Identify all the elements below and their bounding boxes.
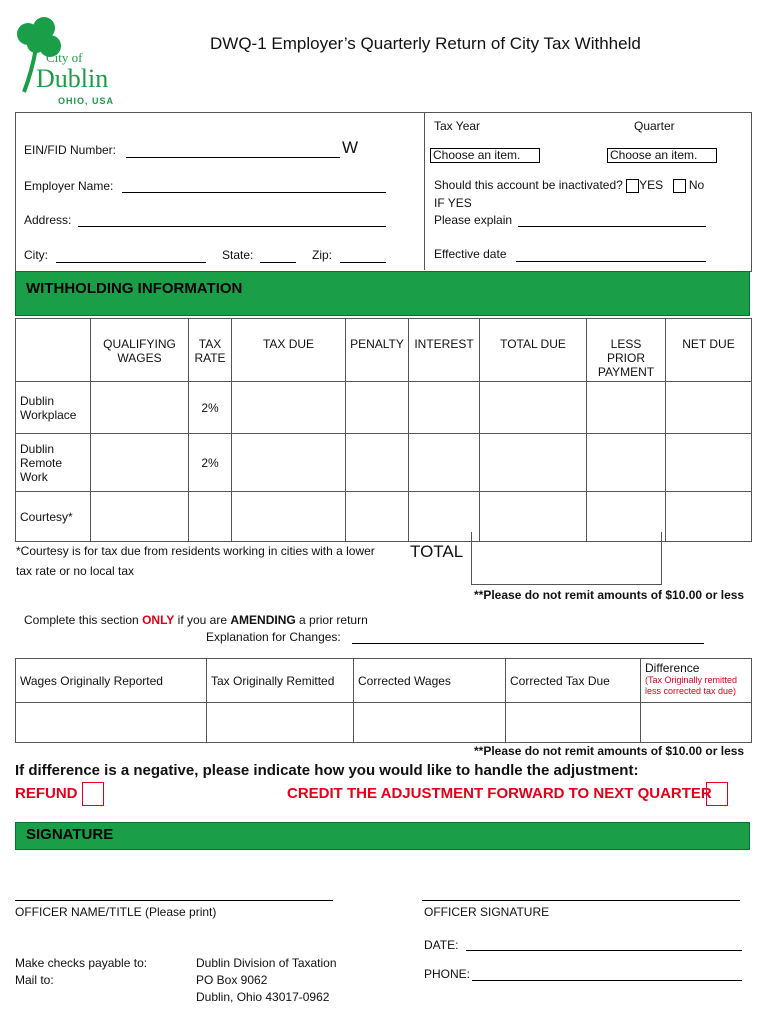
credit-forward-label: CREDIT THE ADJUSTMENT FORWARD TO NEXT QUARTER — [287, 785, 712, 802]
tax-rate-cell: 2% — [189, 382, 232, 434]
amend-only: ONLY — [142, 613, 175, 627]
table-row — [16, 382, 752, 434]
city-field[interactable] — [56, 250, 206, 263]
refund-checkbox[interactable] — [82, 782, 104, 806]
ein-field[interactable] — [126, 145, 340, 158]
qualifying-wages-cell[interactable] — [91, 382, 189, 434]
difference-label: Difference — [645, 661, 700, 675]
date-field[interactable] — [466, 938, 742, 951]
zip-label: Zip: — [312, 248, 333, 262]
please-explain-label: Please explain — [434, 213, 513, 227]
difference-note: (Tax Originally remitted less corrected tax due) — [645, 675, 738, 696]
interest-cell[interactable] — [409, 434, 480, 492]
credit-forward-checkbox[interactable] — [706, 782, 728, 806]
amend-min-remit-note: **Please do not remit amounts of $10.00 or less — [474, 744, 745, 758]
explain-field[interactable] — [518, 214, 706, 227]
penalty-cell[interactable] — [346, 382, 409, 434]
tax-due-cell[interactable] — [232, 434, 346, 492]
ein-label: EIN/FID Number: — [24, 143, 117, 157]
min-remit-note: **Please do not remit amounts of $10.00 or less — [474, 588, 745, 602]
col-total-due: TOTAL DUE — [480, 319, 587, 382]
employer-name-label: Employer Name: — [24, 179, 114, 193]
withholding-table — [15, 318, 752, 542]
po-box: PO Box 9062 — [196, 973, 268, 987]
net-due-cell[interactable] — [666, 492, 752, 542]
adjustment-question: If difference is a negative, please indicate how you would like to handle the adjustment: — [15, 762, 639, 779]
table-row — [16, 703, 752, 743]
col-tax-originally-remitted: Tax Originally Remitted — [207, 659, 354, 703]
payable-label: Make checks payable to: — [15, 956, 148, 970]
col-net-due: NET DUE — [666, 319, 752, 382]
no-checkbox[interactable] — [673, 179, 686, 193]
officer-name-label: OFFICER NAME/TITLE (Please print) — [15, 905, 217, 919]
less-prior-payment-cell[interactable] — [587, 382, 666, 434]
signature-header: SIGNATURE — [15, 822, 750, 850]
amend-table — [15, 658, 752, 743]
account-divider — [424, 112, 425, 270]
explanation-label: Explanation for Changes: — [206, 630, 341, 644]
city-logo — [12, 16, 122, 108]
officer-signature-label: OFFICER SIGNATURE — [424, 905, 550, 919]
total-due-cell[interactable] — [480, 434, 587, 492]
logo-city-of: City of — [46, 50, 83, 65]
penalty-cell[interactable] — [346, 492, 409, 542]
row-label: Dublin Workplace — [16, 382, 91, 434]
table-row — [16, 434, 752, 492]
withholding-header: WITHHOLDING INFORMATION — [15, 271, 750, 316]
total-due-cell[interactable] — [480, 382, 587, 434]
effective-date-field[interactable] — [516, 249, 706, 262]
address-label: Address: — [24, 213, 72, 227]
net-due-cell[interactable] — [666, 382, 752, 434]
amend-intro-post: a prior return — [299, 613, 368, 627]
col-corrected-tax-due: Corrected Tax Due — [506, 659, 641, 703]
courtesy-footnote: *Courtesy is for tax due from residents working in cities with a lower tax rate or no local tax — [16, 544, 375, 578]
qualifying-wages-cell[interactable] — [91, 492, 189, 542]
interest-cell[interactable] — [409, 492, 480, 542]
page-title: DWQ-1 Employer’s Quarterly Return of City Tax Withheld — [210, 34, 641, 53]
col-less-prior-payment: LESS PRIOR PAYMENT — [587, 319, 666, 382]
tax-year-dropdown[interactable]: Choose an item. — [430, 148, 540, 163]
total-field[interactable] — [471, 532, 662, 585]
col-qualifying-wages: QUALIFYING WAGES — [91, 319, 189, 382]
officer-signature-field[interactable] — [422, 888, 740, 901]
tax-originally-remitted-cell[interactable] — [207, 703, 354, 743]
yes-checkbox[interactable] — [626, 179, 639, 193]
total-label: TOTAL — [410, 542, 464, 561]
logo-ohio: OHIO, USA — [58, 96, 115, 106]
qualifying-wages-cell[interactable] — [91, 434, 189, 492]
penalty-cell[interactable] — [346, 434, 409, 492]
amend-intro-pre: Complete this section — [24, 613, 139, 627]
ein-suffix: W — [342, 138, 359, 157]
quarter-dropdown[interactable]: Choose an item. — [607, 148, 717, 163]
tax-due-cell[interactable] — [232, 382, 346, 434]
payee-name: Dublin Division of Taxation — [196, 956, 337, 970]
tax-rate-cell: 2% — [189, 434, 232, 492]
logo-dublin: Dublin — [36, 64, 109, 93]
net-due-cell[interactable] — [666, 434, 752, 492]
city-zip: Dublin, Ohio 43017-0962 — [196, 990, 330, 1004]
row-label: Dublin Remote Work — [16, 434, 91, 492]
state-field[interactable] — [260, 250, 296, 263]
difference-cell[interactable] — [641, 703, 752, 743]
corrected-wages-cell[interactable] — [354, 703, 506, 743]
date-label: DATE: — [424, 938, 459, 952]
row-label: Courtesy* — [16, 492, 91, 542]
mail-label: Mail to: — [15, 973, 54, 987]
amend-intro — [24, 613, 368, 627]
yes-label: YES — [639, 178, 664, 192]
zip-field[interactable] — [340, 250, 386, 263]
employer-name-field[interactable] — [122, 180, 386, 193]
inactivate-question: Should this account be inactivated? — [434, 178, 623, 192]
phone-field[interactable] — [472, 968, 742, 981]
address-field[interactable] — [78, 214, 386, 227]
quarter-label: Quarter — [634, 119, 675, 133]
col-difference — [641, 659, 752, 703]
col-wages-originally-reported: Wages Originally Reported — [16, 659, 207, 703]
amend-amending: AMENDING — [230, 613, 296, 627]
phone-label: PHONE: — [424, 967, 471, 981]
col-tax-due: TAX DUE — [232, 319, 346, 382]
interest-cell[interactable] — [409, 382, 480, 434]
tax-year-label: Tax Year — [434, 119, 481, 133]
city-label: City: — [24, 248, 48, 262]
tax-rate-cell — [189, 492, 232, 542]
officer-name-field[interactable] — [15, 888, 333, 901]
explanation-field[interactable] — [352, 631, 704, 644]
tax-due-cell[interactable] — [232, 492, 346, 542]
state-label: State: — [222, 248, 254, 262]
less-prior-payment-cell[interactable] — [587, 434, 666, 492]
inactivate-row — [434, 178, 704, 193]
col-interest: INTEREST — [409, 319, 480, 382]
corrected-tax-due-cell[interactable] — [506, 703, 641, 743]
col-penalty: PENALTY — [346, 319, 409, 382]
amend-intro-mid: if you are — [177, 613, 228, 627]
if-yes-label: IF YES — [434, 196, 472, 210]
wages-originally-reported-cell[interactable] — [16, 703, 207, 743]
effective-date-label: Effective date — [434, 247, 507, 261]
col-tax-rate: TAX RATE — [189, 319, 232, 382]
refund-label: REFUND — [15, 785, 78, 802]
col-corrected-wages: Corrected Wages — [354, 659, 506, 703]
no-label: No — [688, 178, 705, 192]
